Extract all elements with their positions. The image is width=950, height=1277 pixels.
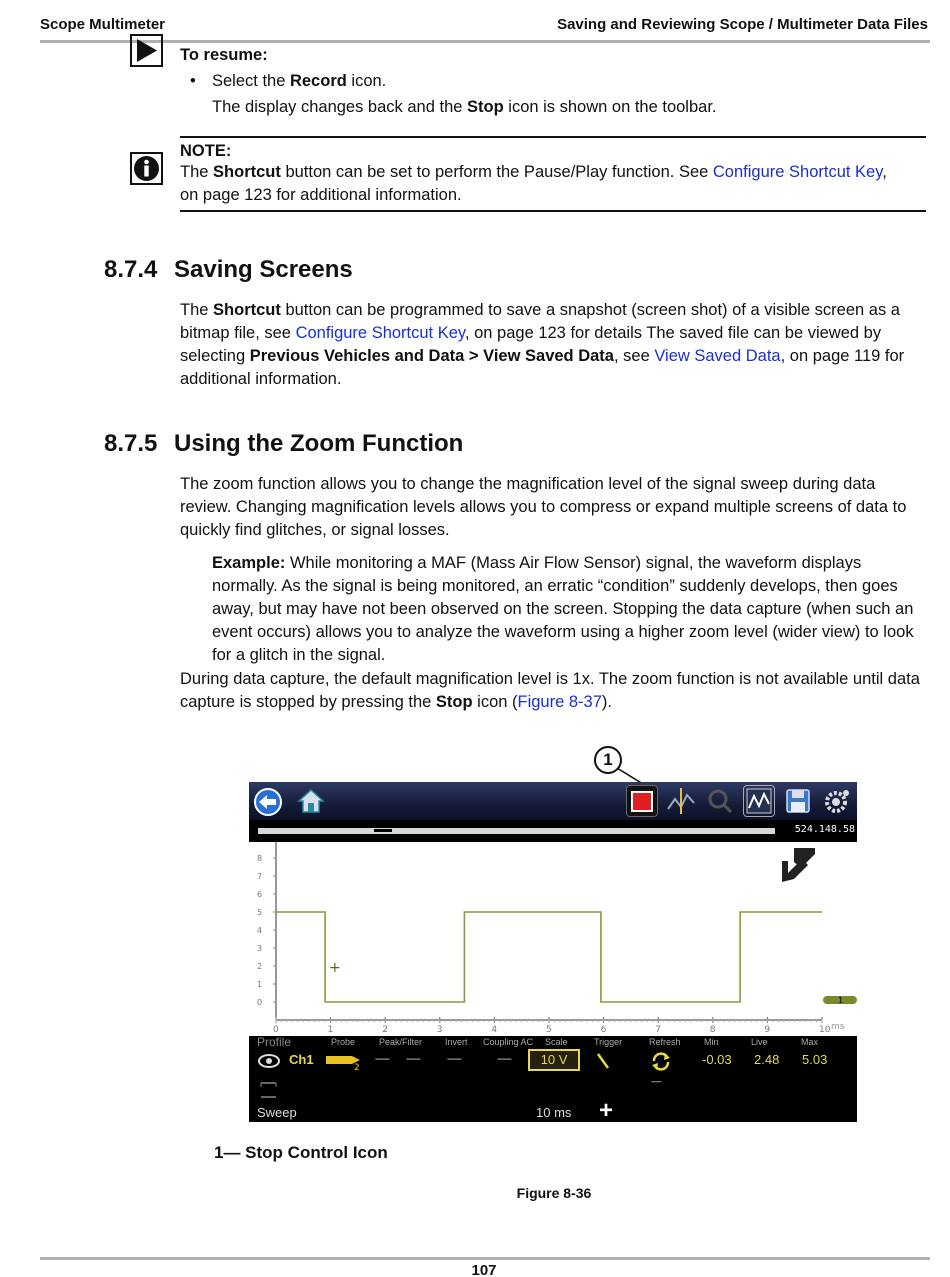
scrollbar-thumb[interactable] xyxy=(374,829,392,832)
section-8-7-5-paragraph-1: The zoom function allows you to change the magnification level of the signal sweep during data review. Changing magnification levels allows you to compress or expand multiple screens of data to quickly find glitches, or signal losses. xyxy=(180,475,907,539)
channel-header: Scale xyxy=(545,1037,568,1047)
para-text: During data capture, the default magnification level is 1x. The zoom function is not available until data capture is stopped by pressing the xyxy=(180,670,920,711)
bullet-text-end: icon. xyxy=(346,72,387,90)
resume-title: To resume: xyxy=(180,46,268,64)
channel-2-bracket-icon[interactable] xyxy=(259,1080,279,1100)
y-tick-label: 4 xyxy=(257,926,263,935)
channel-header: Max xyxy=(801,1037,819,1047)
channel-header: Invert xyxy=(445,1037,468,1047)
gear-icon xyxy=(821,785,853,817)
sweep-plus-button[interactable]: + xyxy=(599,1097,614,1124)
ch1-trace xyxy=(276,912,822,1002)
note-text-4: on page 123 for additional information. xyxy=(180,186,462,204)
y-tick-label: 0 xyxy=(257,998,263,1007)
scale-selector[interactable]: 10 V xyxy=(528,1049,580,1071)
section-heading-8-7-5 xyxy=(104,430,463,458)
link-configure-shortcut-key[interactable]: Configure Shortcut Key xyxy=(295,324,465,342)
coupling-dash: ------ xyxy=(497,1054,511,1065)
scope-settings-button[interactable] xyxy=(743,785,775,817)
para-text: , on page 123 for details The saved file can be viewed by selecting xyxy=(180,324,882,365)
note-bold: Shortcut xyxy=(213,163,281,181)
section-title: Saving Screens xyxy=(174,256,353,283)
section-number: 8.7.5 xyxy=(104,430,158,457)
result-bold: Stop xyxy=(467,98,504,116)
para-text: ). xyxy=(601,693,612,711)
para-text: button can be programmed to save a snapshot (screen shot) of a visible screen as a bitmap file, see xyxy=(180,301,900,342)
section-title: Using the Zoom Function xyxy=(174,430,464,457)
back-button[interactable] xyxy=(252,785,284,817)
result-text-end: icon is shown on the toolbar. xyxy=(503,98,717,116)
waveform-icon xyxy=(744,786,774,816)
page-number: 107 xyxy=(471,1262,497,1277)
home-icon xyxy=(295,785,327,817)
channel-panel xyxy=(249,1036,857,1122)
scope-toolbar xyxy=(249,782,857,820)
header-chapter-title: Scope Multimeter xyxy=(40,16,166,33)
note-text-1: The xyxy=(180,163,214,181)
note-rule-top xyxy=(180,136,926,138)
channel-header: Live xyxy=(751,1037,768,1047)
time-readout: 524.148.58 xyxy=(794,824,855,835)
peak-dash: ------ xyxy=(375,1054,389,1065)
expand-icon[interactable] xyxy=(782,848,815,882)
bullet-dot: • xyxy=(190,72,196,90)
y-tick-label: 7 xyxy=(257,872,263,881)
para-text: The xyxy=(180,301,214,319)
note-rule-bottom xyxy=(180,210,926,212)
svg-text:1: 1 xyxy=(838,996,844,1005)
scope-screenshot xyxy=(249,782,857,1122)
playback-scrollbar[interactable] xyxy=(258,828,775,834)
para-bold: Previous Vehicles and Data > View Saved Data xyxy=(249,347,614,365)
invert-dash: ------ xyxy=(447,1054,461,1065)
note-link-configure-shortcut[interactable]: Configure Shortcut Key xyxy=(712,163,883,181)
channel-marker xyxy=(823,996,857,1005)
channel-header: Profile xyxy=(257,1035,292,1049)
para-text: , see xyxy=(613,347,655,365)
channel-header: Min xyxy=(704,1037,719,1047)
resume-bullet xyxy=(190,70,386,93)
section-heading-8-7-4 xyxy=(104,256,353,284)
x-tick-label: 1 xyxy=(327,1025,334,1035)
footer-rule xyxy=(40,1257,930,1260)
example-label: Example: xyxy=(212,554,286,572)
channel-header: Refresh xyxy=(649,1037,681,1047)
info-icon xyxy=(130,152,163,185)
channel-header: Coupling AC xyxy=(483,1037,534,1047)
floppy-disk-icon xyxy=(782,785,814,817)
y-tick-label: 6 xyxy=(257,890,263,899)
para-bold: Shortcut xyxy=(213,301,281,319)
para-text: , on page 119 for additional information. xyxy=(180,347,905,388)
cursor-plus-marker: + xyxy=(329,960,341,976)
figure-legend: 1— Stop Control Icon xyxy=(214,1143,388,1162)
min-value: -0.03 xyxy=(702,1052,732,1067)
section-8-7-4-paragraph xyxy=(180,299,928,391)
y-tick-label: 2 xyxy=(257,962,263,971)
link-figure-8-37[interactable]: Figure 8-37 xyxy=(517,693,602,711)
refresh-dash: ------ xyxy=(651,1077,661,1086)
y-tick-label: 1 xyxy=(257,980,263,989)
cursor-button[interactable] xyxy=(665,785,697,817)
filter-dash: ------ xyxy=(406,1054,420,1065)
note-title: NOTE: xyxy=(180,142,232,160)
header-rule xyxy=(40,40,930,43)
bullet-text: Select the xyxy=(212,72,290,90)
bullet-bold: Record xyxy=(289,72,347,90)
x-tick-label: 9 xyxy=(764,1025,771,1035)
y-tick-label: 5 xyxy=(257,908,263,917)
section-number: 8.7.4 xyxy=(104,256,158,283)
x-tick-label: 7 xyxy=(655,1025,661,1035)
channel-header: Trigger xyxy=(594,1037,623,1047)
example-paragraph xyxy=(212,552,928,667)
channel-header: Peak/Filter xyxy=(379,1037,423,1047)
para-text: icon ( xyxy=(472,693,518,711)
save-button[interactable] xyxy=(782,785,814,817)
x-tick-label: 4 xyxy=(491,1025,498,1035)
stop-icon xyxy=(627,786,657,816)
trigger-slope-icon[interactable] xyxy=(595,1052,611,1070)
x-tick-label: 5 xyxy=(546,1025,552,1035)
play-icon xyxy=(130,34,163,67)
magnifier-icon xyxy=(704,785,736,817)
result-text: The display changes back and the xyxy=(212,98,468,116)
refresh-icon[interactable] xyxy=(649,1050,673,1072)
figure-label: Figure 8-36 xyxy=(516,1185,592,1201)
stop-button[interactable] xyxy=(626,785,658,817)
link-view-saved-data[interactable]: View Saved Data xyxy=(654,347,781,365)
sweep-value[interactable]: 10 ms xyxy=(536,1105,572,1120)
channel-name[interactable]: Ch1 xyxy=(289,1052,314,1067)
x-tick-label: 6 xyxy=(600,1025,607,1035)
svg-text:2: 2 xyxy=(354,1063,360,1070)
channel-header: Probe xyxy=(331,1037,356,1047)
probe-icon[interactable] xyxy=(324,1052,364,1070)
settings-button[interactable] xyxy=(821,785,853,817)
x-tick-label: 10 xyxy=(819,1025,831,1035)
x-tick-label: 2 xyxy=(382,1025,388,1035)
note-text-2: button can be set to perform the Pause/Play function. See xyxy=(280,163,713,181)
back-arrow-icon xyxy=(252,785,284,817)
para-bold: Stop xyxy=(435,693,473,711)
zoom-button[interactable] xyxy=(704,785,736,817)
cursor-icon xyxy=(665,785,697,817)
section-8-7-5-paragraph-2 xyxy=(180,668,928,714)
waveform-plot xyxy=(249,842,857,1036)
x-tick-label: 0 xyxy=(273,1025,279,1035)
note-text xyxy=(180,161,928,207)
sweep-label: Sweep xyxy=(257,1105,297,1120)
eye-icon[interactable] xyxy=(257,1052,281,1070)
header-section-title: Saving and Reviewing Scope / Multimeter Data Files xyxy=(557,16,928,33)
max-value: 5.03 xyxy=(802,1052,828,1067)
note-text-3: , xyxy=(882,163,887,181)
callout-1: 1 xyxy=(594,746,622,774)
y-tick-label: 8 xyxy=(257,854,263,863)
x-tick-label: 8 xyxy=(709,1025,716,1035)
y-tick-label: 3 xyxy=(257,944,263,953)
live-value: 2.48 xyxy=(754,1052,780,1067)
x-unit-label: ms xyxy=(831,1022,845,1032)
resume-result xyxy=(212,96,717,119)
home-button[interactable] xyxy=(295,785,327,817)
example-text: While monitoring a MAF (Mass Air Flow Sensor) signal, the waveform displays normally. As the signal is being monitored, an erratic “condition” suddenly develops, then goes away, but may have not been observed on the screen. Stopping the data capture (when such an event occurs) allows you to analyze the waveform using a higher zoom level (wider view) to look for a glitch in the signal. xyxy=(212,554,914,664)
x-tick-label: 3 xyxy=(436,1025,443,1035)
